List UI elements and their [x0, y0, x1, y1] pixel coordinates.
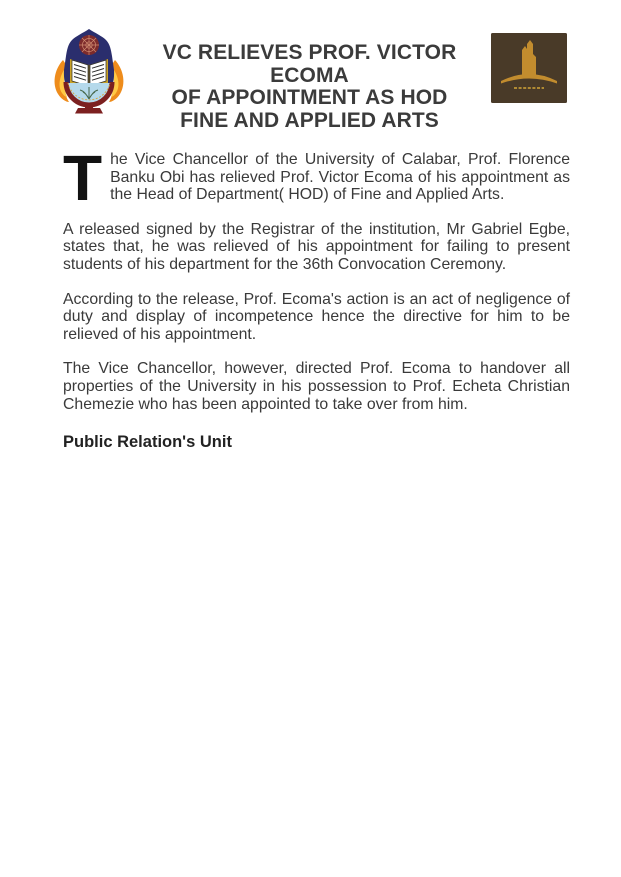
- headline: [136, 42, 483, 132]
- signature-unit: Public Relation's Unit: [63, 433, 232, 452]
- paragraph-registrar: A released signed by the Registrar of the institution, Mr Gabriel Egbe, states that, he was relieved of his appointment for failing to present students of his department for the 36th Convocation Ceremony.: [63, 220, 570, 273]
- web-emblem: [79, 35, 99, 55]
- headline-line-1: VC RELIEVES PROF. VICTOR ECOMA: [162, 41, 457, 87]
- paragraph-negligence: According to the release, Prof. Ecoma's action is an act of negligence of duty and display of incompetence hence the directive for him to be relieved of his appointment.: [63, 290, 570, 343]
- header: [0, 0, 621, 132]
- headline-line-3: FINE AND APPLIED ARTS: [180, 108, 439, 132]
- headline-line-2: OF APPOINTMENT AS HOD: [171, 86, 448, 109]
- press-release-body: [63, 142, 570, 452]
- publisher-logo-icon: [491, 33, 567, 103]
- paragraph-lead: The Vice Chancellor of the University of Calabar, Prof. Florence Banku Obi has relieved Prof. Victor Ecoma of his appointment as the Head of Department( HOD) of Fine and Applied Arts.: [63, 142, 570, 214]
- university-crest-logo-icon: [50, 26, 128, 114]
- paragraph-handover: The Vice Chancellor, however, directed Prof. Ecoma to handover all properties of the University in his possession to Prof. Echeta Christian Chemezie who has been appointed to take over from him.: [63, 360, 570, 413]
